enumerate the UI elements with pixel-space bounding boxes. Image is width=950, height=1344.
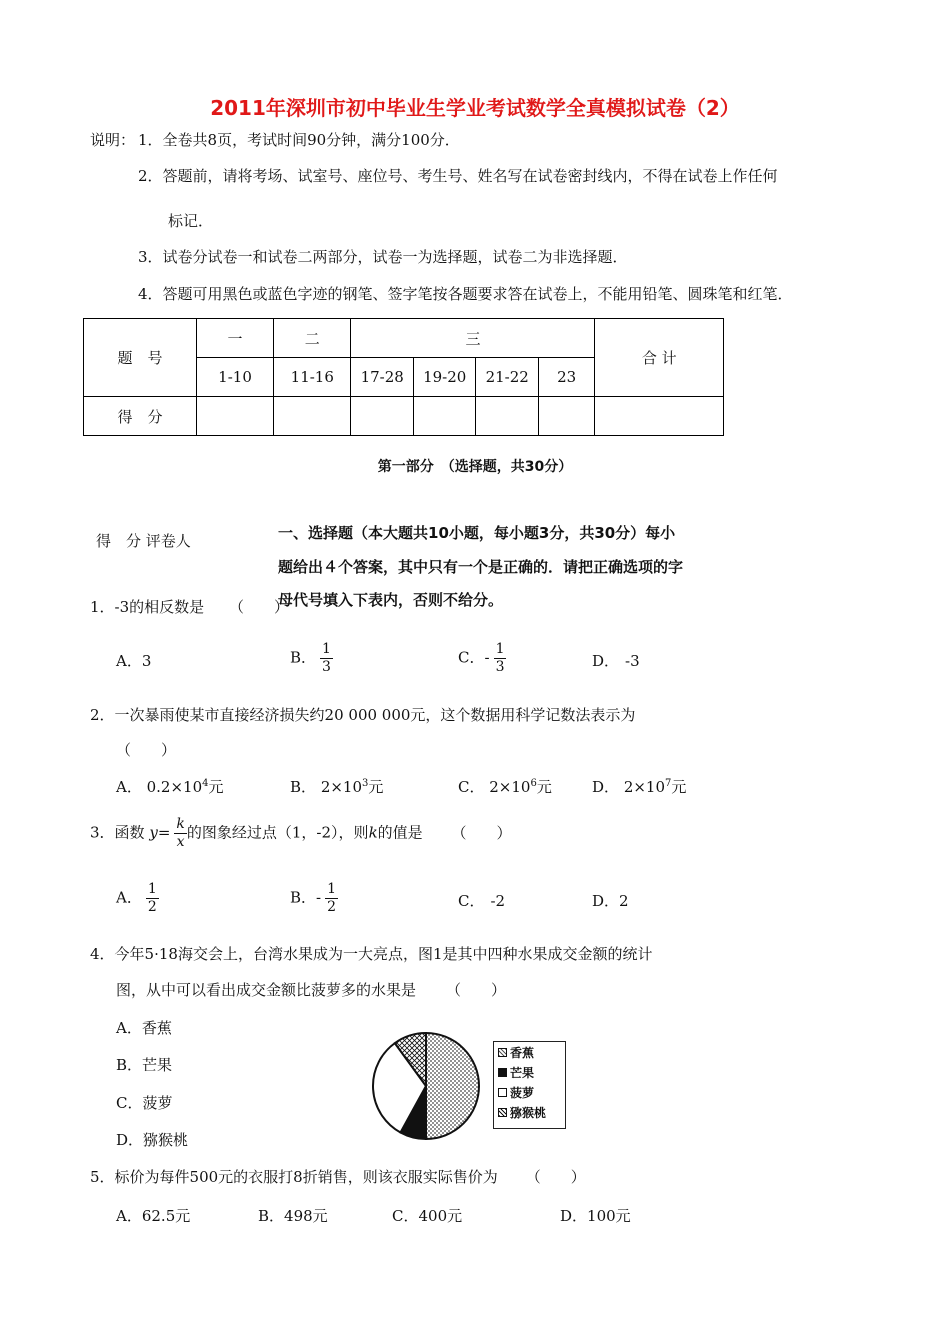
section1-intro-line1: 一、选择题（本大题共10小题，每小题3分，共30分）每小 <box>278 524 676 542</box>
score-input-cell[interactable] <box>274 397 351 436</box>
score-input-cell[interactable] <box>538 397 595 436</box>
score-input-cell[interactable] <box>413 397 476 436</box>
total-header: 合 计 <box>595 319 724 397</box>
q5-stem: 5．标价为每件500元的衣服打8折销售，则该衣服实际售价为 （ ） <box>90 1168 586 1186</box>
range-cell: 21-22 <box>476 358 539 397</box>
range-cell: 19-20 <box>413 358 476 397</box>
q4-option-a[interactable]: A．香蕉 <box>116 1019 172 1037</box>
note-2: 2．答题前，请将考场、试室号、座位号、考生号、姓名写在试卷密封线内，不得在试卷上作任何 <box>138 167 778 185</box>
notes-label: 说明： <box>90 131 136 149</box>
q5-option-c[interactable]: C．400元 <box>392 1207 463 1225</box>
section-1-header: 一 <box>196 319 273 358</box>
defen-cell: 得 分 <box>84 397 197 436</box>
legend-item-banana: 香蕉 <box>494 1042 565 1062</box>
score-input-cell[interactable] <box>351 397 414 436</box>
q1-option-d[interactable]: D． -3 <box>592 652 640 670</box>
q3-option-b[interactable]: B．- $\frac{1}{2}$ <box>290 881 337 915</box>
q4-stem-line2: 图，从中可以看出成交金额比菠萝多的水果是 （ ） <box>116 981 507 999</box>
range-cell: 1-10 <box>196 358 273 397</box>
q2-stem: 2．一次暴雨使某市直接经济损失约20 000 000元，这个数据用科学记数法表示为 <box>90 706 636 724</box>
section1-intro-line3: 母代号填入下表内，否则不给分。 <box>278 591 504 609</box>
range-cell: 17-28 <box>351 358 414 397</box>
q4-stem-line1: 4．今年5·18海交会上，台湾水果成为一大亮点，图1是其中四种水果成交金额的统计 <box>90 945 653 963</box>
part1-heading: 第一部分 （选择题，共30分） <box>377 459 573 475</box>
note-4: 4．答题可用黑色或蓝色字迹的钢笔、签字笔按各题要求答在试卷上，不能用铅笔、圆珠笔和红笔． <box>138 285 793 303</box>
score-input-cell[interactable] <box>196 397 273 436</box>
q1-option-a[interactable]: A．3 <box>116 652 152 670</box>
score-table <box>83 318 724 436</box>
fruit-pie-chart <box>362 1028 492 1144</box>
q2-option-d[interactable]: D． $2\times 10^7$元 <box>592 778 687 796</box>
q1-option-b[interactable]: B． $\frac{1}{3}$ <box>290 641 331 675</box>
q2-option-b[interactable]: B． $2\times 10^3$元 <box>290 778 384 796</box>
q3-option-c[interactable]: C． -2 <box>458 892 506 910</box>
range-cell: 11-16 <box>274 358 351 397</box>
q3-stem: 3．函数 y= $\frac{k}{x}$ 的图象经过点（1，-2），则k的值是 （ ） <box>90 816 512 850</box>
section1-intro-line2: 题给出４个答案，其中只有一个是正确的．请把正确选项的字 <box>278 558 684 576</box>
range-cell: 23 <box>538 358 595 397</box>
page-title: 2011年深圳市初中毕业生学业考试数学全真模拟试卷（2） <box>210 96 740 120</box>
q3-option-d[interactable]: D．2 <box>592 892 629 910</box>
q2-option-c[interactable]: C． $2\times 10^6$元 <box>458 778 552 796</box>
grader-label: 得 分 评卷人 <box>96 532 191 550</box>
tihao-cell: 题 号 <box>84 319 197 397</box>
q5-option-a[interactable]: A．62.5元 <box>116 1207 191 1225</box>
q1-stem: 1．-3的相反数是 （ ） <box>90 598 289 616</box>
legend-item-mango: 芒果 <box>494 1062 565 1082</box>
q3-option-a[interactable]: A． $\frac{1}{2}$ <box>116 881 157 915</box>
score-input-cell[interactable] <box>476 397 539 436</box>
section-2-header: 二 <box>274 319 351 358</box>
q1-option-c[interactable]: C．- $\frac{1}{3}$ <box>458 641 505 675</box>
note-2-cont: 标记． <box>168 212 214 230</box>
note-1: 1．全卷共8页，考试时间90分钟，满分100分． <box>138 131 460 149</box>
q4-option-b[interactable]: B．芒果 <box>116 1056 173 1074</box>
section-3-header: 三 <box>351 319 595 358</box>
q5-option-b[interactable]: B．498元 <box>258 1207 328 1225</box>
legend-item-kiwi: 猕猴桃 <box>494 1102 565 1122</box>
q5-option-d[interactable]: D．100元 <box>560 1207 631 1225</box>
note-3: 3．试卷分试卷一和试卷二两部分，试卷一为选择题，试卷二为非选择题． <box>138 248 628 266</box>
q2-paren: （ ） <box>116 741 177 759</box>
score-input-cell[interactable] <box>595 397 724 436</box>
q2-option-a[interactable]: A． $0.2\times 10^4$元 <box>116 778 224 796</box>
q4-option-c[interactable]: C．菠萝 <box>116 1094 173 1112</box>
pie-legend <box>493 1041 566 1129</box>
pie-slice-banana <box>426 1033 479 1139</box>
q4-option-d[interactable]: D．猕猴桃 <box>116 1131 189 1149</box>
legend-item-pineapple: 菠萝 <box>494 1082 565 1102</box>
